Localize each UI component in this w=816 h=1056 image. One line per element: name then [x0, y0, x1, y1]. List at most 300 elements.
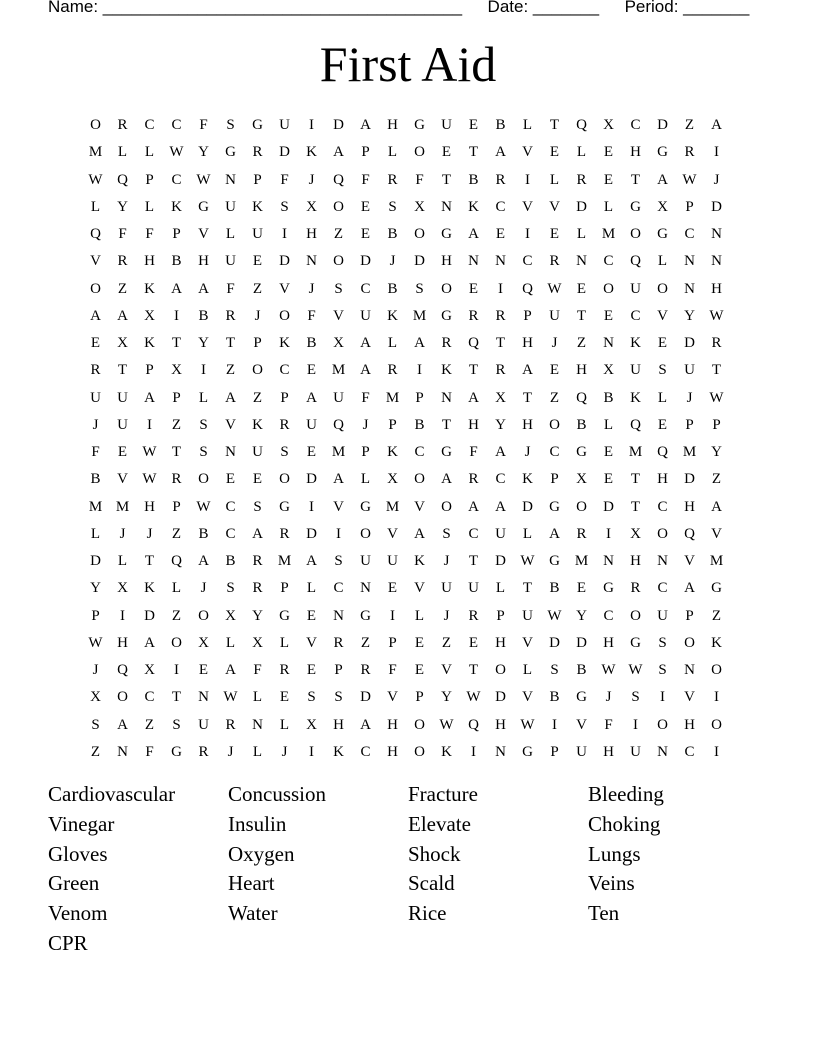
- grid-letter[interactable]: B: [171, 253, 182, 270]
- grid-letter[interactable]: Z: [252, 280, 263, 297]
- grid-letter[interactable]: T: [468, 662, 479, 679]
- grid-letter[interactable]: B: [603, 389, 614, 406]
- grid-letter[interactable]: O: [630, 226, 641, 243]
- grid-letter[interactable]: U: [252, 226, 263, 243]
- grid-letter[interactable]: V: [387, 689, 398, 706]
- grid-letter[interactable]: N: [684, 662, 695, 679]
- grid-letter[interactable]: M: [277, 553, 292, 570]
- grid-letter[interactable]: M: [331, 444, 346, 461]
- grid-letter[interactable]: I: [714, 144, 719, 161]
- grid-letter[interactable]: C: [360, 280, 371, 297]
- grid-letter[interactable]: Q: [333, 171, 344, 188]
- grid-letter[interactable]: U: [117, 389, 128, 406]
- grid-letter[interactable]: E: [603, 307, 614, 324]
- grid-letter[interactable]: X: [90, 689, 101, 706]
- grid-letter[interactable]: I: [552, 716, 557, 733]
- grid-letter[interactable]: D: [603, 498, 614, 515]
- grid-letter[interactable]: J: [254, 307, 261, 324]
- grid-letter[interactable]: P: [145, 362, 154, 379]
- grid-letter[interactable]: N: [306, 253, 317, 270]
- grid-letter[interactable]: Z: [117, 280, 128, 297]
- grid-letter[interactable]: R: [441, 335, 452, 352]
- grid-letter[interactable]: W: [142, 471, 157, 488]
- grid-letter[interactable]: M: [385, 498, 400, 515]
- grid-letter[interactable]: V: [522, 634, 533, 651]
- grid-letter[interactable]: O: [333, 198, 344, 215]
- grid-letter[interactable]: K: [144, 280, 155, 297]
- grid-letter[interactable]: O: [684, 634, 695, 651]
- grid-letter[interactable]: C: [144, 689, 155, 706]
- grid-letter[interactable]: V: [684, 553, 695, 570]
- grid-letter[interactable]: I: [390, 607, 395, 624]
- grid-letter[interactable]: T: [144, 553, 155, 570]
- grid-letter[interactable]: N: [576, 253, 587, 270]
- grid-letter[interactable]: Z: [711, 471, 722, 488]
- grid-letter[interactable]: E: [306, 362, 317, 379]
- grid-letter[interactable]: J: [713, 171, 720, 188]
- grid-letter[interactable]: G: [360, 498, 371, 515]
- grid-letter[interactable]: E: [549, 362, 560, 379]
- grid-letter[interactable]: U: [630, 743, 641, 760]
- grid-letter[interactable]: W: [88, 634, 103, 651]
- grid-letter[interactable]: K: [144, 580, 155, 597]
- grid-letter[interactable]: K: [387, 307, 398, 324]
- grid-letter[interactable]: V: [657, 307, 668, 324]
- grid-letter[interactable]: M: [385, 389, 400, 406]
- grid-letter[interactable]: R: [279, 662, 290, 679]
- grid-letter[interactable]: S: [280, 444, 289, 461]
- grid-letter[interactable]: O: [252, 362, 263, 379]
- grid-letter[interactable]: A: [306, 553, 317, 570]
- grid-letter[interactable]: B: [387, 280, 398, 297]
- grid-letter[interactable]: C: [144, 117, 155, 134]
- grid-letter[interactable]: A: [414, 525, 425, 542]
- grid-letter[interactable]: V: [198, 226, 209, 243]
- grid-letter[interactable]: Z: [576, 335, 587, 352]
- grid-letter[interactable]: E: [198, 662, 209, 679]
- grid-letter[interactable]: E: [414, 662, 425, 679]
- grid-letter[interactable]: B: [387, 226, 398, 243]
- grid-letter[interactable]: U: [90, 389, 101, 406]
- grid-letter[interactable]: W: [709, 307, 724, 324]
- grid-letter[interactable]: P: [388, 634, 397, 651]
- grid-letter[interactable]: Y: [684, 307, 695, 324]
- grid-letter[interactable]: E: [306, 662, 317, 679]
- grid-letter[interactable]: N: [657, 553, 668, 570]
- grid-letter[interactable]: L: [495, 580, 506, 597]
- grid-letter[interactable]: T: [468, 362, 479, 379]
- grid-letter[interactable]: N: [252, 716, 263, 733]
- grid-letter[interactable]: R: [468, 607, 479, 624]
- grid-letter[interactable]: P: [172, 226, 181, 243]
- grid-letter[interactable]: O: [495, 662, 506, 679]
- grid-letter[interactable]: R: [252, 144, 263, 161]
- grid-letter[interactable]: S: [415, 280, 424, 297]
- grid-letter[interactable]: H: [495, 634, 506, 651]
- grid-letter[interactable]: H: [522, 335, 533, 352]
- grid-letter[interactable]: O: [90, 280, 101, 297]
- grid-letter[interactable]: H: [711, 280, 722, 297]
- grid-letter[interactable]: B: [549, 580, 560, 597]
- grid-letter[interactable]: R: [576, 525, 587, 542]
- grid-letter[interactable]: P: [172, 389, 181, 406]
- grid-letter[interactable]: D: [576, 198, 587, 215]
- grid-letter[interactable]: H: [306, 226, 317, 243]
- grid-letter[interactable]: O: [414, 144, 425, 161]
- grid-letter[interactable]: A: [306, 389, 317, 406]
- grid-letter[interactable]: D: [360, 689, 371, 706]
- grid-letter[interactable]: D: [576, 634, 587, 651]
- grid-letter[interactable]: F: [253, 662, 262, 679]
- grid-letter[interactable]: J: [119, 525, 126, 542]
- grid-letter[interactable]: Y: [252, 607, 263, 624]
- grid-letter[interactable]: V: [225, 416, 236, 433]
- grid-letter[interactable]: Q: [576, 117, 587, 134]
- grid-letter[interactable]: N: [198, 689, 209, 706]
- grid-letter[interactable]: G: [360, 607, 371, 624]
- grid-letter[interactable]: J: [227, 743, 234, 760]
- grid-letter[interactable]: B: [576, 662, 587, 679]
- grid-letter[interactable]: K: [279, 335, 290, 352]
- grid-letter[interactable]: S: [631, 689, 640, 706]
- grid-letter[interactable]: H: [657, 471, 668, 488]
- grid-letter[interactable]: L: [387, 335, 398, 352]
- grid-letter[interactable]: R: [117, 117, 128, 134]
- grid-letter[interactable]: Y: [711, 444, 722, 461]
- grid-letter[interactable]: K: [252, 198, 263, 215]
- grid-letter[interactable]: L: [576, 144, 587, 161]
- grid-letter[interactable]: J: [389, 253, 396, 270]
- grid-letter[interactable]: B: [90, 471, 101, 488]
- grid-letter[interactable]: Z: [252, 389, 263, 406]
- grid-letter[interactable]: J: [281, 743, 288, 760]
- grid-letter[interactable]: R: [387, 171, 398, 188]
- grid-letter[interactable]: U: [225, 198, 236, 215]
- grid-letter[interactable]: G: [225, 144, 236, 161]
- grid-letter[interactable]: J: [524, 444, 531, 461]
- grid-letter[interactable]: A: [495, 444, 506, 461]
- grid-letter[interactable]: D: [306, 525, 317, 542]
- grid-letter[interactable]: J: [686, 389, 693, 406]
- grid-letter[interactable]: A: [144, 634, 155, 651]
- grid-letter[interactable]: Q: [630, 416, 641, 433]
- grid-letter[interactable]: O: [441, 280, 452, 297]
- grid-letter[interactable]: N: [603, 553, 614, 570]
- grid-letter[interactable]: C: [495, 471, 506, 488]
- grid-letter[interactable]: T: [495, 335, 506, 352]
- grid-letter[interactable]: O: [279, 307, 290, 324]
- grid-letter[interactable]: O: [90, 117, 101, 134]
- grid-letter[interactable]: P: [496, 607, 505, 624]
- grid-letter[interactable]: R: [198, 743, 209, 760]
- grid-letter[interactable]: R: [495, 362, 506, 379]
- grid-letter[interactable]: K: [630, 389, 641, 406]
- grid-letter[interactable]: D: [684, 335, 695, 352]
- grid-letter[interactable]: A: [171, 280, 182, 297]
- grid-letter[interactable]: M: [601, 226, 616, 243]
- grid-letter[interactable]: R: [495, 307, 506, 324]
- grid-letter[interactable]: H: [387, 716, 398, 733]
- grid-letter[interactable]: D: [279, 253, 290, 270]
- grid-letter[interactable]: C: [684, 226, 695, 243]
- grid-letter[interactable]: Z: [441, 634, 452, 651]
- grid-letter[interactable]: Y: [441, 689, 452, 706]
- grid-letter[interactable]: Z: [549, 389, 560, 406]
- grid-letter[interactable]: A: [711, 117, 722, 134]
- grid-letter[interactable]: P: [253, 335, 262, 352]
- grid-letter[interactable]: E: [360, 226, 371, 243]
- grid-letter[interactable]: D: [360, 253, 371, 270]
- grid-letter[interactable]: V: [522, 689, 533, 706]
- grid-letter[interactable]: C: [630, 117, 641, 134]
- grid-letter[interactable]: A: [144, 389, 155, 406]
- grid-letter[interactable]: V: [549, 198, 560, 215]
- grid-letter[interactable]: G: [576, 444, 587, 461]
- grid-letter[interactable]: G: [630, 634, 641, 651]
- grid-letter[interactable]: Q: [657, 444, 668, 461]
- grid-letter[interactable]: F: [145, 226, 154, 243]
- grid-letter[interactable]: A: [198, 280, 209, 297]
- grid-letter[interactable]: C: [522, 253, 533, 270]
- grid-letter[interactable]: D: [144, 607, 155, 624]
- grid-letter[interactable]: K: [144, 335, 155, 352]
- grid-letter[interactable]: W: [628, 662, 643, 679]
- grid-letter[interactable]: S: [658, 634, 667, 651]
- grid-letter[interactable]: C: [603, 607, 614, 624]
- grid-letter[interactable]: C: [333, 580, 344, 597]
- grid-letter[interactable]: D: [549, 634, 560, 651]
- grid-letter[interactable]: W: [169, 144, 184, 161]
- period-field-label[interactable]: Period: _______: [624, 0, 750, 16]
- grid-letter[interactable]: A: [495, 498, 506, 515]
- grid-letter[interactable]: C: [549, 444, 560, 461]
- grid-letter[interactable]: Y: [495, 416, 506, 433]
- grid-letter[interactable]: J: [92, 416, 99, 433]
- word-search-grid[interactable]: [82, 112, 730, 766]
- grid-letter[interactable]: V: [576, 716, 587, 733]
- grid-letter[interactable]: U: [657, 607, 668, 624]
- grid-letter[interactable]: M: [628, 444, 643, 461]
- grid-letter[interactable]: P: [685, 416, 694, 433]
- grid-letter[interactable]: D: [711, 198, 722, 215]
- grid-letter[interactable]: V: [387, 525, 398, 542]
- grid-letter[interactable]: X: [144, 307, 155, 324]
- grid-letter[interactable]: O: [711, 716, 722, 733]
- grid-letter[interactable]: B: [414, 416, 425, 433]
- grid-letter[interactable]: K: [441, 743, 452, 760]
- grid-letter[interactable]: Z: [333, 226, 344, 243]
- grid-letter[interactable]: C: [657, 498, 668, 515]
- grid-letter[interactable]: U: [279, 117, 290, 134]
- grid-letter[interactable]: E: [495, 226, 506, 243]
- grid-letter[interactable]: G: [441, 307, 452, 324]
- grid-letter[interactable]: R: [117, 253, 128, 270]
- grid-letter[interactable]: X: [603, 117, 614, 134]
- grid-letter[interactable]: N: [333, 607, 344, 624]
- grid-letter[interactable]: I: [174, 662, 179, 679]
- grid-letter[interactable]: W: [196, 171, 211, 188]
- grid-letter[interactable]: T: [468, 144, 479, 161]
- name-field-label[interactable]: Name: ______________________________________: [48, 0, 463, 16]
- grid-letter[interactable]: F: [361, 389, 370, 406]
- grid-letter[interactable]: B: [549, 689, 560, 706]
- grid-letter[interactable]: K: [522, 471, 533, 488]
- grid-letter[interactable]: C: [171, 171, 182, 188]
- grid-letter[interactable]: G: [657, 226, 668, 243]
- grid-letter[interactable]: X: [306, 198, 317, 215]
- grid-letter[interactable]: M: [115, 498, 130, 515]
- grid-letter[interactable]: I: [417, 362, 422, 379]
- grid-letter[interactable]: X: [657, 198, 668, 215]
- grid-letter[interactable]: V: [279, 280, 290, 297]
- grid-letter[interactable]: Q: [522, 280, 533, 297]
- grid-letter[interactable]: Z: [360, 634, 371, 651]
- grid-letter[interactable]: L: [522, 117, 533, 134]
- grid-letter[interactable]: W: [439, 716, 454, 733]
- grid-letter[interactable]: H: [387, 117, 398, 134]
- grid-letter[interactable]: C: [657, 580, 668, 597]
- grid-letter[interactable]: A: [522, 362, 533, 379]
- grid-letter[interactable]: R: [468, 307, 479, 324]
- grid-letter[interactable]: O: [603, 280, 614, 297]
- grid-letter[interactable]: J: [92, 662, 99, 679]
- grid-letter[interactable]: V: [711, 525, 722, 542]
- grid-letter[interactable]: I: [309, 743, 314, 760]
- grid-letter[interactable]: V: [522, 198, 533, 215]
- grid-letter[interactable]: N: [225, 444, 236, 461]
- grid-letter[interactable]: H: [684, 716, 695, 733]
- grid-letter[interactable]: E: [441, 144, 452, 161]
- grid-letter[interactable]: X: [117, 335, 128, 352]
- grid-letter[interactable]: A: [252, 525, 263, 542]
- grid-letter[interactable]: U: [225, 253, 236, 270]
- grid-letter[interactable]: U: [252, 444, 263, 461]
- grid-letter[interactable]: X: [117, 580, 128, 597]
- grid-letter[interactable]: V: [333, 307, 344, 324]
- grid-letter[interactable]: S: [226, 117, 235, 134]
- grid-letter[interactable]: J: [200, 580, 207, 597]
- grid-letter[interactable]: L: [171, 580, 182, 597]
- grid-letter[interactable]: I: [714, 689, 719, 706]
- grid-letter[interactable]: L: [90, 198, 101, 215]
- grid-letter[interactable]: G: [414, 117, 425, 134]
- grid-letter[interactable]: N: [117, 743, 128, 760]
- grid-letter[interactable]: K: [468, 198, 479, 215]
- grid-letter[interactable]: C: [360, 743, 371, 760]
- grid-letter[interactable]: P: [334, 662, 343, 679]
- grid-letter[interactable]: R: [90, 362, 101, 379]
- grid-letter[interactable]: P: [172, 498, 181, 515]
- grid-letter[interactable]: G: [198, 198, 209, 215]
- grid-letter[interactable]: U: [522, 607, 533, 624]
- grid-letter[interactable]: Z: [171, 525, 182, 542]
- grid-letter[interactable]: Y: [198, 144, 209, 161]
- grid-letter[interactable]: N: [495, 253, 506, 270]
- grid-letter[interactable]: T: [522, 389, 533, 406]
- grid-letter[interactable]: H: [333, 716, 344, 733]
- grid-letter[interactable]: O: [414, 226, 425, 243]
- grid-letter[interactable]: P: [145, 171, 154, 188]
- grid-letter[interactable]: R: [549, 253, 560, 270]
- grid-letter[interactable]: Z: [711, 607, 722, 624]
- grid-letter[interactable]: F: [118, 226, 127, 243]
- grid-letter[interactable]: I: [282, 226, 287, 243]
- grid-letter[interactable]: B: [198, 307, 209, 324]
- grid-letter[interactable]: B: [225, 553, 236, 570]
- grid-letter[interactable]: J: [362, 416, 369, 433]
- grid-letter[interactable]: O: [414, 471, 425, 488]
- grid-letter[interactable]: P: [550, 743, 559, 760]
- grid-letter[interactable]: E: [603, 444, 614, 461]
- grid-letter[interactable]: A: [495, 144, 506, 161]
- grid-letter[interactable]: U: [333, 389, 344, 406]
- grid-letter[interactable]: I: [498, 280, 503, 297]
- grid-letter[interactable]: S: [172, 716, 181, 733]
- grid-letter[interactable]: H: [441, 253, 452, 270]
- grid-letter[interactable]: V: [333, 498, 344, 515]
- grid-letter[interactable]: N: [441, 389, 452, 406]
- grid-letter[interactable]: V: [414, 498, 425, 515]
- grid-letter[interactable]: E: [468, 280, 479, 297]
- grid-letter[interactable]: C: [630, 307, 641, 324]
- grid-letter[interactable]: K: [441, 362, 452, 379]
- grid-letter[interactable]: C: [495, 198, 506, 215]
- grid-letter[interactable]: H: [603, 743, 614, 760]
- grid-letter[interactable]: U: [117, 416, 128, 433]
- grid-letter[interactable]: R: [630, 580, 641, 597]
- grid-letter[interactable]: T: [576, 307, 587, 324]
- grid-letter[interactable]: I: [606, 525, 611, 542]
- grid-letter[interactable]: F: [604, 716, 613, 733]
- grid-letter[interactable]: A: [549, 525, 560, 542]
- grid-letter[interactable]: D: [657, 117, 668, 134]
- grid-letter[interactable]: H: [603, 634, 614, 651]
- grid-letter[interactable]: S: [658, 662, 667, 679]
- grid-letter[interactable]: B: [198, 525, 209, 542]
- grid-letter[interactable]: F: [91, 444, 100, 461]
- grid-letter[interactable]: D: [684, 471, 695, 488]
- grid-letter[interactable]: X: [225, 607, 236, 624]
- grid-letter[interactable]: A: [468, 498, 479, 515]
- grid-letter[interactable]: M: [88, 144, 103, 161]
- grid-letter[interactable]: R: [252, 553, 263, 570]
- grid-letter[interactable]: T: [630, 171, 641, 188]
- grid-letter[interactable]: U: [198, 716, 209, 733]
- grid-letter[interactable]: W: [709, 389, 724, 406]
- grid-letter[interactable]: O: [657, 716, 668, 733]
- grid-letter[interactable]: T: [468, 553, 479, 570]
- grid-letter[interactable]: H: [198, 253, 209, 270]
- grid-letter[interactable]: Q: [576, 389, 587, 406]
- grid-letter[interactable]: G: [252, 117, 263, 134]
- grid-letter[interactable]: C: [225, 525, 236, 542]
- grid-letter[interactable]: J: [443, 553, 450, 570]
- grid-letter[interactable]: T: [171, 444, 182, 461]
- grid-letter[interactable]: H: [117, 634, 128, 651]
- grid-letter[interactable]: R: [360, 662, 371, 679]
- grid-letter[interactable]: S: [388, 198, 397, 215]
- grid-letter[interactable]: E: [117, 444, 128, 461]
- grid-letter[interactable]: E: [468, 634, 479, 651]
- grid-letter[interactable]: H: [522, 416, 533, 433]
- grid-letter[interactable]: I: [201, 362, 206, 379]
- grid-letter[interactable]: L: [360, 471, 371, 488]
- grid-letter[interactable]: O: [198, 607, 209, 624]
- date-field-label[interactable]: Date: _______: [487, 0, 600, 16]
- grid-letter[interactable]: T: [630, 498, 641, 515]
- grid-letter[interactable]: H: [468, 416, 479, 433]
- grid-letter[interactable]: N: [711, 253, 722, 270]
